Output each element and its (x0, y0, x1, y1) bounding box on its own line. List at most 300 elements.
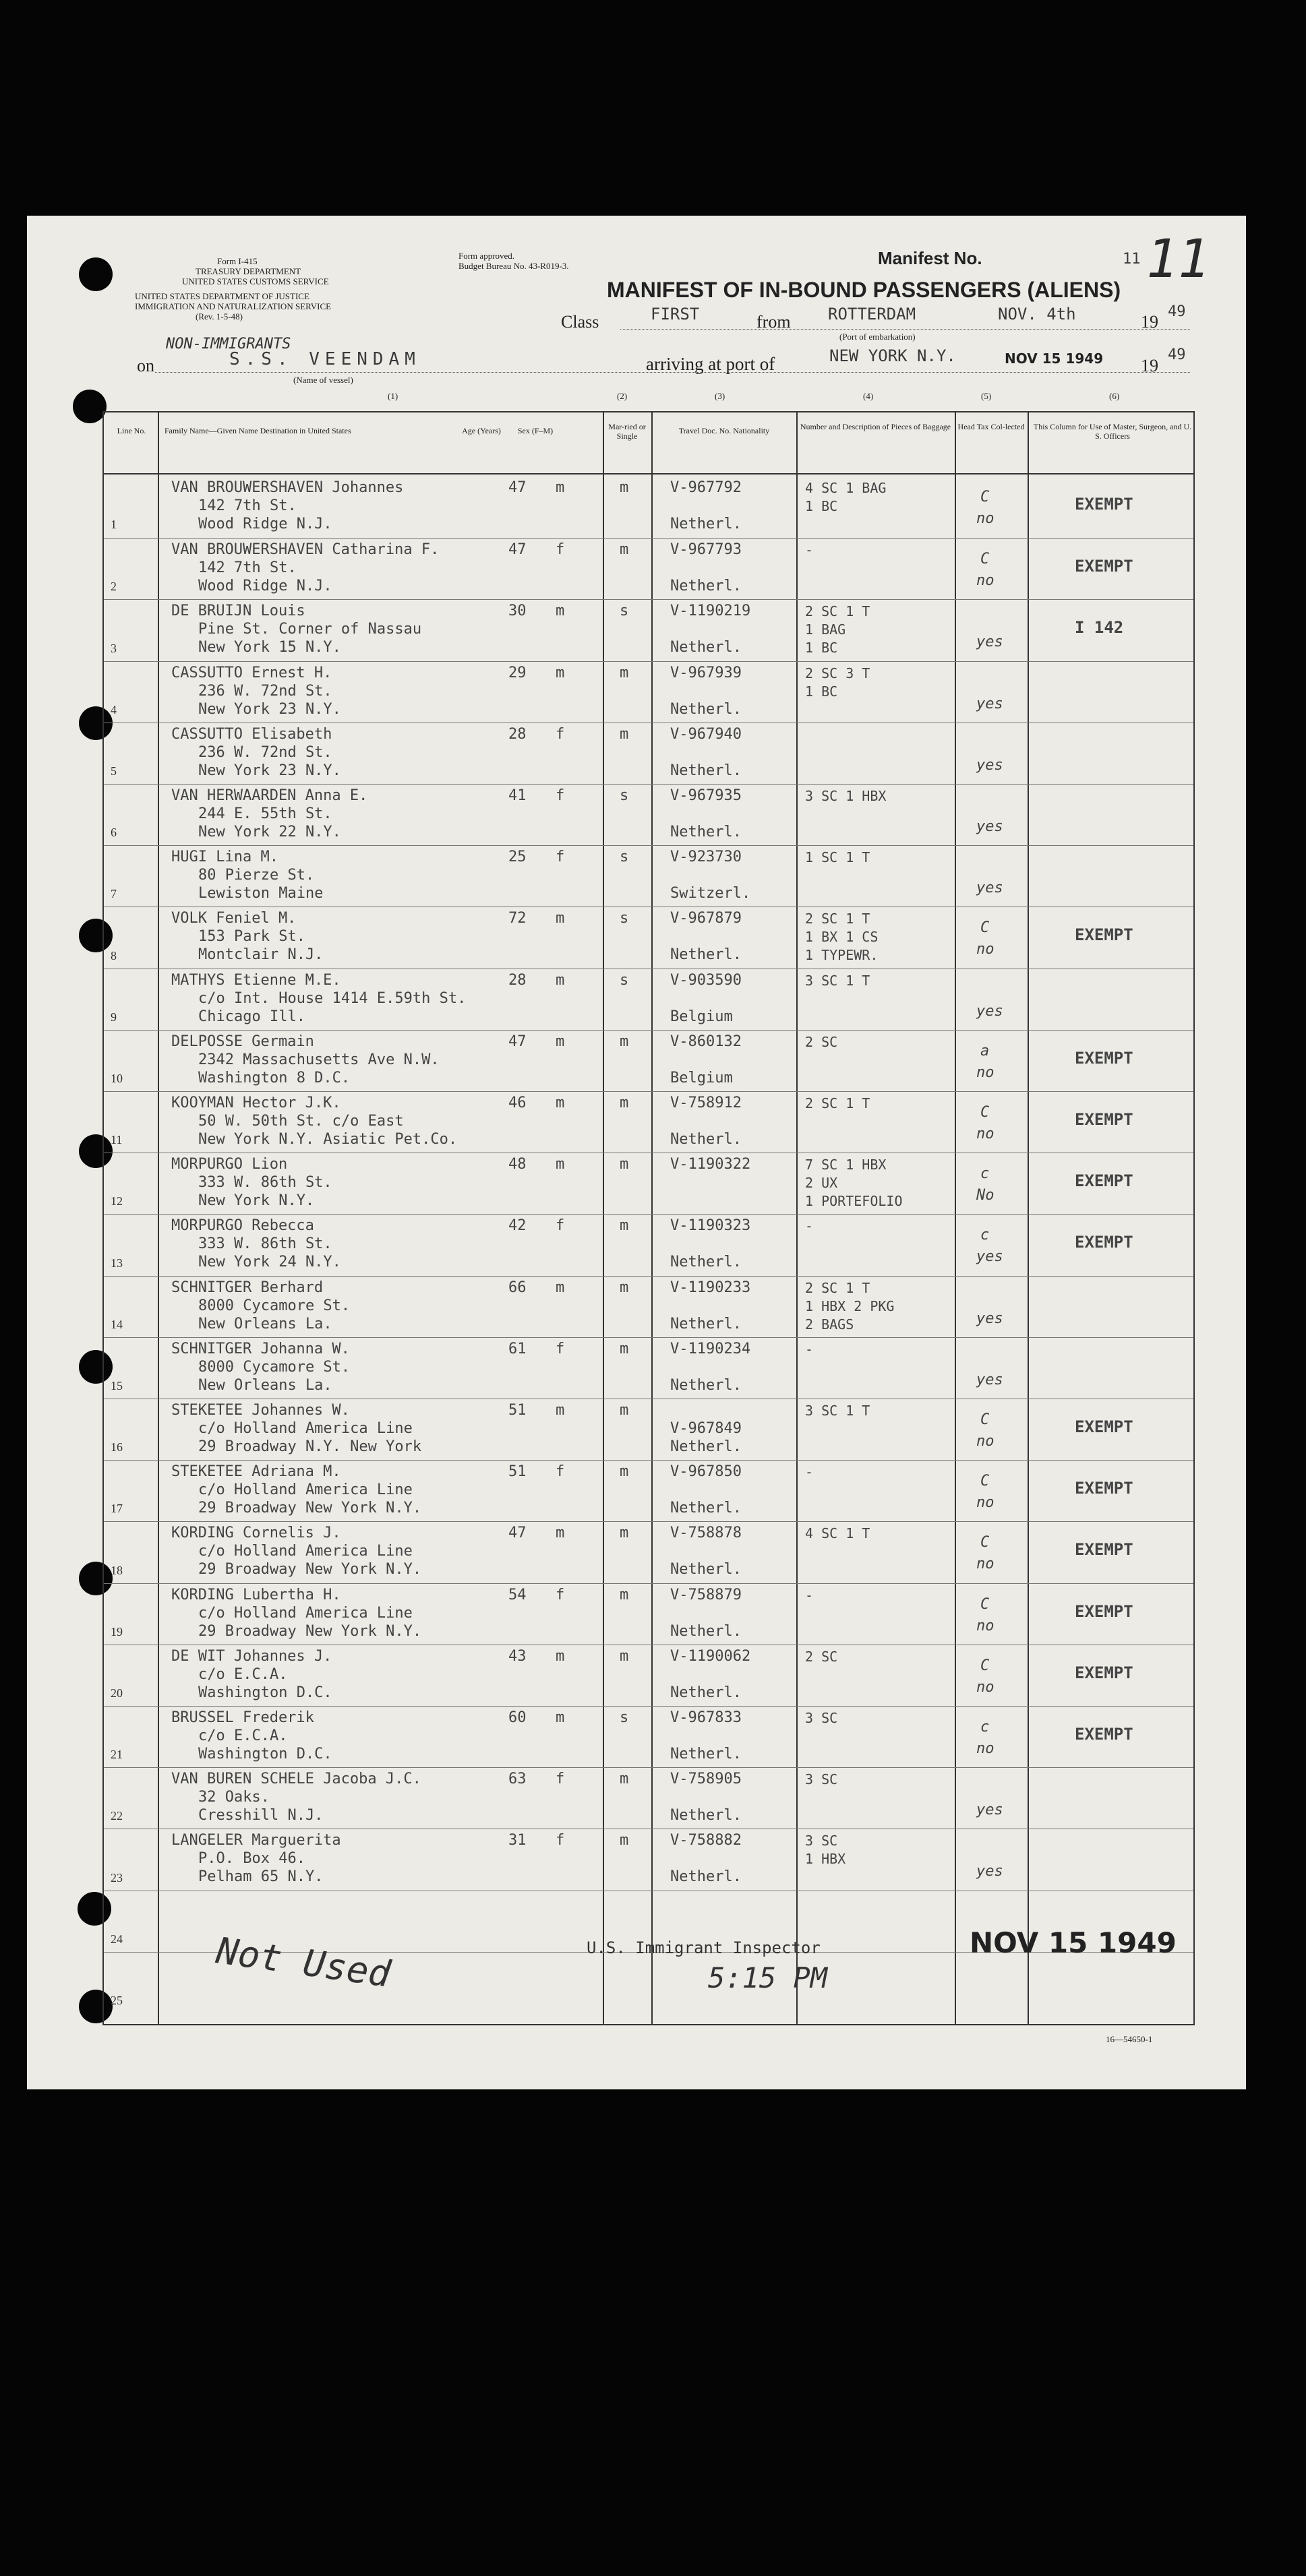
age: 43 (508, 1647, 527, 1665)
travel-doc: Netherl. (670, 946, 742, 964)
passenger-name: VOLK Feniel M. (171, 910, 297, 927)
travel-doc: Netherl. (670, 1438, 742, 1455)
baggage: 3 SC (805, 1833, 838, 1849)
marital-status: m (620, 1771, 629, 1788)
baggage: 1 SC 1 T (805, 849, 870, 866)
signature-time: 5:15 PM (708, 1961, 828, 1994)
year-label-2: 19 (1141, 356, 1158, 375)
line-number: 23 (111, 1870, 123, 1884)
travel-doc: V-967793 (670, 541, 742, 559)
passenger-name: KORDING Cornelis J. (171, 1525, 341, 1542)
officer-stamp: EXEMPT (1075, 1417, 1133, 1436)
age: 30 (508, 603, 527, 620)
head-tax: yes (976, 695, 1003, 712)
head-tax: C (980, 489, 990, 505)
line-number: 10 (111, 1071, 123, 1085)
head-tax: yes (976, 1802, 1003, 1819)
passenger-name: KORDING Lubertha H. (171, 1586, 341, 1603)
line-number: 17 (111, 1502, 123, 1516)
passenger-name: STEKETEE Adriana M. (171, 1463, 341, 1481)
destination-line: 333 W. 86th St. (198, 1235, 332, 1253)
head-tax: yes (976, 634, 1003, 651)
inspector-label: U.S. Immigrant Inspector (587, 1938, 821, 1957)
travel-doc: V-1190234 (670, 1340, 751, 1357)
travel-doc: V-967850 (670, 1463, 742, 1481)
officer-stamp: I 142 (1075, 618, 1124, 638)
destination-line: New Orleans La. (198, 1376, 332, 1394)
head-tax: no (976, 572, 995, 590)
line-number: 8 (111, 948, 117, 962)
marital-status: m (620, 1340, 629, 1357)
head-tax: yes (976, 1310, 1003, 1327)
travel-doc: Netherl. (670, 516, 742, 532)
passenger-name: VAN HERWAARDEN Anna E. (171, 787, 368, 804)
head-tax: yes (976, 1371, 1003, 1388)
age: 51 (508, 1402, 527, 1419)
sex: m (556, 1033, 565, 1050)
baggage: - (805, 1218, 814, 1235)
baggage: 4 SC 1 BAG (805, 480, 887, 496)
travel-doc: Netherl. (670, 1622, 742, 1640)
line-number: 1 (111, 518, 117, 532)
head-tax: no (976, 1494, 995, 1512)
age: 60 (508, 1709, 527, 1726)
destination-line: 244 E. 55th St. (198, 805, 332, 822)
passenger-name: DE WIT Johannes J. (171, 1647, 332, 1665)
table-row (104, 969, 1193, 1031)
travel-doc: V-1190233 (670, 1279, 751, 1296)
destination-line: 142 7th St. (198, 497, 297, 514)
age: 46 (508, 1095, 527, 1111)
col-num-4: (4) (863, 391, 874, 401)
class-underline (620, 329, 1190, 330)
officer-stamp: EXEMPT (1075, 1540, 1133, 1560)
head-tax: c (980, 1719, 990, 1736)
passenger-name: MORPURGO Lion (171, 1156, 288, 1173)
destination-line: c/o Int. House 1414 E.59th St. (198, 989, 467, 1007)
line-number: 15 (111, 1378, 123, 1392)
hdr-line-no: Line No. (117, 426, 146, 435)
age: 31 (508, 1832, 527, 1849)
destination-line: c/o Holland America Line (198, 1420, 413, 1437)
travel-doc: V-1190219 (670, 603, 751, 620)
non-immigrants: NON-IMMIGRANTS (166, 336, 291, 352)
travel-doc: V-758882 (670, 1832, 742, 1849)
age: 42 (508, 1217, 527, 1235)
hdr-travel-doc: Travel Doc. No. Nationality (678, 426, 770, 435)
destination-line: New York N.Y. Asiatic Pet.Co. (198, 1131, 458, 1148)
age: 29 (508, 664, 527, 681)
baggage: 2 SC 3 T (805, 665, 870, 681)
travel-doc: Netherl. (670, 762, 742, 779)
sex: f (556, 1463, 565, 1481)
baggage: 1 BC (805, 640, 838, 656)
passenger-name: VAN BUREN SCHELE Jacoba J.C. (171, 1771, 421, 1788)
baggage: 2 BAGS (805, 1316, 854, 1332)
head-tax: no (976, 510, 995, 527)
age: 72 (508, 910, 527, 927)
table-row (104, 1276, 1193, 1338)
baggage: 2 UX (805, 1175, 838, 1192)
table-row (104, 723, 1193, 785)
table-row (104, 1460, 1193, 1522)
age: 47 (508, 541, 527, 559)
passenger-name: KOOYMAN Hector J.K. (171, 1095, 341, 1111)
marital-status: s (620, 1709, 629, 1726)
travel-doc: Netherl. (670, 1807, 742, 1824)
travel-doc: V-967849 (670, 1420, 742, 1437)
age: 66 (508, 1279, 527, 1296)
line-number: 12 (111, 1194, 123, 1208)
officer-stamp: EXEMPT (1075, 1110, 1133, 1129)
destination-line: Pine St. Corner of Nassau (198, 621, 422, 638)
destination-line: c/o Holland America Line (198, 1481, 413, 1499)
doj: UNITED STATES DEPARTMENT OF JUSTICE (135, 291, 309, 301)
passenger-name: LANGELER Marguerita (171, 1832, 341, 1849)
line-number: 22 (111, 1809, 123, 1823)
footer-code: 16—54650-1 (1106, 2034, 1153, 2044)
head-tax: no (976, 1064, 995, 1081)
travel-doc: Belgium (670, 1069, 733, 1086)
travel-doc: V-1190062 (670, 1647, 751, 1665)
baggage: - (805, 1587, 814, 1603)
baggage: 4 SC 1 T (805, 1525, 870, 1542)
hdr-baggage: Number and Description of Pieces of Baggage (800, 422, 951, 431)
destination-line: New York 24 N.Y. (198, 1254, 341, 1271)
travel-doc: V-1190323 (670, 1217, 751, 1235)
head-tax: yes (976, 880, 1003, 897)
marital-status: m (620, 479, 629, 496)
head-tax: no (976, 941, 995, 958)
destination-line: c/o Holland America Line (198, 1604, 413, 1622)
baggage: 1 BC (805, 498, 838, 514)
line-number: 16 (111, 1440, 123, 1454)
baggage: 2 SC (805, 1033, 838, 1050)
officer-stamp: EXEMPT (1075, 1233, 1133, 1252)
destination-line: 80 Pierze St. (198, 867, 315, 884)
arriving-label: arriving at port of (646, 354, 775, 374)
head-tax: C (980, 1411, 990, 1428)
travel-doc: Netherl. (670, 1131, 742, 1148)
baggage: 2 SC 1 T (805, 1095, 870, 1111)
passenger-name: MATHYS Etienne M.E. (171, 971, 341, 989)
baggage: 3 SC 1 T (805, 1403, 870, 1419)
head-tax: no (976, 1126, 995, 1142)
passenger-name: HUGI Lina M. (171, 849, 278, 866)
age: 28 (508, 725, 527, 743)
age: 41 (508, 787, 527, 804)
line-number: 4 (111, 702, 117, 716)
sex: m (556, 1647, 565, 1665)
marital-status: m (620, 1463, 629, 1481)
officer-stamp: EXEMPT (1075, 925, 1133, 945)
sex: f (556, 1340, 565, 1357)
marital-status: s (620, 910, 629, 927)
travel-doc: Netherl. (670, 700, 742, 718)
travel-doc: V-967939 (670, 664, 742, 681)
passenger-name: DE BRUIJN Louis (171, 603, 305, 620)
marital-status: m (620, 1217, 629, 1235)
sex: f (556, 787, 565, 804)
baggage: 3 SC (805, 1771, 838, 1788)
destination-line: 32 Oaks. (198, 1789, 270, 1806)
destination-line: New York N.Y. (198, 1192, 315, 1210)
officer-stamp: EXEMPT (1075, 1663, 1133, 1682)
travel-doc: V-758912 (670, 1095, 742, 1111)
baggage: 3 SC (805, 1710, 838, 1726)
destination-line: New York 15 N.Y. (198, 639, 341, 656)
baggage: 7 SC 1 HBX (805, 1157, 887, 1173)
destination-line: New York 23 N.Y. (198, 700, 341, 718)
travel-doc: Netherl. (670, 1684, 742, 1701)
vessel-label: (Name of vessel) (293, 375, 353, 385)
head-tax: C (980, 1473, 990, 1490)
destination-line: Pelham 65 N.Y. (198, 1868, 324, 1886)
baggage: 3 SC 1 T (805, 972, 870, 989)
officer-stamp: EXEMPT (1075, 1725, 1133, 1744)
manifest-no: 11 (1123, 251, 1141, 268)
destination-line: P.O. Box 46. (198, 1850, 305, 1868)
travel-doc: Netherl. (670, 1746, 742, 1762)
manifest-table (102, 411, 1195, 2025)
table-row (104, 1153, 1193, 1215)
baggage: 2 SC (805, 1648, 838, 1665)
passenger-name: MORPURGO Rebecca (171, 1217, 314, 1235)
travel-doc: Netherl. (670, 824, 742, 840)
travel-doc: V-1190322 (670, 1156, 751, 1173)
line-number: 19 (111, 1624, 123, 1638)
date-from: NOV. 4th (998, 305, 1076, 324)
head-tax: c (980, 1227, 990, 1244)
destination-line: Chicago Ill. (198, 1008, 305, 1025)
age: 28 (508, 971, 527, 989)
table-row (104, 477, 1193, 538)
destination-line: 29 Broadway New York N.Y. (198, 1500, 422, 1517)
marital-status: s (620, 849, 629, 866)
form-approved: Form approved. (458, 251, 515, 261)
destination-line: Washington D.C. (198, 1746, 332, 1762)
travel-doc: Switzerl. (670, 885, 751, 902)
destination-line: 29 Broadway New York N.Y. (198, 1561, 422, 1578)
age: 48 (508, 1156, 527, 1173)
passenger-name: CASSUTTO Elisabeth (171, 725, 332, 743)
destination-line: 142 7th St. (198, 559, 297, 577)
table-row (104, 1399, 1193, 1461)
hdr-married: Mar-ried or Single (608, 422, 646, 441)
table-row (104, 1829, 1193, 1891)
head-tax: C (980, 551, 990, 568)
destination-line: c/o Holland America Line (198, 1543, 413, 1560)
line-number: 2 (111, 580, 117, 594)
table-row (104, 1767, 1193, 1829)
passenger-name: BRUSSEL Frederik (171, 1709, 314, 1726)
baggage: 1 TYPEWR. (805, 947, 879, 964)
from-label: from (756, 312, 791, 332)
officer-stamp: EXEMPT (1075, 495, 1133, 514)
form-id: Form I-415 (217, 256, 258, 266)
travel-doc: Netherl. (670, 1254, 742, 1271)
line-number: 18 (111, 1563, 123, 1577)
table-row (104, 1583, 1193, 1645)
table-row (104, 661, 1193, 723)
travel-doc: V-967935 (670, 787, 742, 804)
travel-doc: Netherl. (670, 1315, 742, 1332)
sex: m (556, 1156, 565, 1173)
table-row (104, 1214, 1193, 1276)
sex: m (556, 1525, 565, 1542)
marital-status: m (620, 1095, 629, 1111)
travel-doc: V-967833 (670, 1709, 742, 1726)
manifest-no-hand: 11 (1146, 229, 1210, 290)
hdr-officers: This Column for Use of Master, Surgeon, and U. S. Officers (1033, 422, 1192, 441)
passenger-name: CASSUTTO Ernest H. (171, 664, 332, 681)
baggage: 2 SC 1 T (805, 911, 870, 927)
travel-doc: Netherl. (670, 1561, 742, 1578)
sex: f (556, 725, 565, 743)
sex: m (556, 603, 565, 620)
destination-line: New York 23 N.Y. (198, 762, 341, 779)
age: 54 (508, 1586, 527, 1603)
passenger-name: SCHNITGER Johanna W. (171, 1340, 350, 1357)
head-tax: no (976, 1556, 995, 1573)
ins: IMMIGRATION AND NATURALIZATION SERVICE (135, 301, 332, 311)
head-tax: no (976, 1678, 995, 1696)
destination-line: c/o E.C.A. (198, 1665, 288, 1683)
travel-doc: V-967792 (670, 479, 742, 496)
head-tax: C (980, 1657, 990, 1674)
col-num-6: (6) (1109, 391, 1120, 401)
date-to: NOV 15 1949 (1005, 350, 1104, 367)
travel-doc: V-903590 (670, 971, 742, 989)
marital-status: m (620, 1586, 629, 1603)
destination-line: Wood Ridge N.J. (198, 578, 332, 595)
travel-doc: V-758905 (670, 1771, 742, 1788)
sex: f (556, 1832, 565, 1849)
year-to: 49 (1168, 346, 1186, 363)
table-row (104, 1030, 1193, 1092)
rev-date: (Rev. 1-5-48) (196, 311, 243, 321)
destination-line: 236 W. 72nd St. (198, 743, 332, 761)
not-used-note: Not Used (213, 1929, 394, 1996)
baggage: 1 HBX (805, 1851, 846, 1868)
destination-line: 153 Park St. (198, 928, 305, 946)
marital-status: s (620, 603, 629, 620)
head-tax: no (976, 1433, 995, 1450)
treasury-dept: TREASURY DEPARTMENT (196, 266, 301, 276)
marital-status: m (620, 541, 629, 559)
head-tax: yes (976, 1248, 1003, 1266)
baggage: 1 BC (805, 683, 838, 700)
baggage: 2 SC 1 T (805, 603, 870, 620)
age: 47 (508, 1525, 527, 1542)
travel-doc: Netherl. (670, 639, 742, 656)
punch-hole (73, 390, 107, 423)
destination-line: Cresshill N.J. (198, 1807, 324, 1824)
head-tax: C (980, 1595, 990, 1613)
marital-status: m (620, 1647, 629, 1665)
destination-line: 236 W. 72nd St. (198, 682, 332, 700)
marital-status: m (620, 1402, 629, 1419)
sex: m (556, 1709, 565, 1726)
passenger-name: VAN BROUWERSHAVEN Johannes (171, 479, 404, 496)
line-number: 11 (111, 1133, 123, 1147)
head-tax: C (980, 919, 990, 937)
head-tax: C (980, 1534, 990, 1552)
travel-doc: V-860132 (670, 1033, 742, 1050)
passenger-name: VAN BROUWERSHAVEN Catharina F. (171, 541, 440, 559)
destination-line: 2342 Massachusetts Ave N.W. (198, 1051, 440, 1068)
age: 47 (508, 1033, 527, 1050)
col-num-5: (5) (981, 391, 992, 401)
head-tax: no (976, 1617, 995, 1634)
sex: m (556, 1279, 565, 1296)
destination-line: Wood Ridge N.J. (198, 516, 332, 532)
officer-stamp: EXEMPT (1075, 557, 1133, 576)
line-number: 13 (111, 1256, 123, 1270)
sex: m (556, 910, 565, 927)
vessel-name: S.S. VEENDAM (229, 349, 421, 369)
head-tax: No (976, 1187, 995, 1204)
sex: f (556, 1586, 565, 1603)
destination-line: Lewiston Maine (198, 885, 324, 902)
sex: f (556, 541, 565, 559)
marital-status: m (620, 1279, 629, 1296)
sex: f (556, 1771, 565, 1788)
port-to: NEW YORK N.Y. (829, 346, 956, 365)
col-num-3: (3) (715, 391, 725, 401)
baggage: 1 BX 1 CS (805, 929, 879, 946)
officer-stamp: EXEMPT (1075, 1479, 1133, 1498)
travel-doc: V-923730 (670, 849, 742, 866)
table-row (104, 845, 1193, 907)
head-tax: c (980, 1165, 990, 1183)
sex: m (556, 479, 565, 496)
head-tax: yes (976, 1002, 1003, 1020)
header-divider (104, 473, 1193, 474)
manifest-no-label: Manifest No. (878, 248, 982, 268)
travel-doc: V-967940 (670, 725, 742, 743)
line-number: 5 (111, 764, 117, 778)
marital-status: m (620, 664, 629, 681)
line-number: 20 (111, 1686, 123, 1700)
table-row (104, 538, 1193, 600)
travel-doc: V-758879 (670, 1586, 742, 1603)
passenger-name: SCHNITGER Berhard (171, 1279, 324, 1296)
table-row (104, 1091, 1193, 1153)
table-row (104, 784, 1193, 846)
age: 25 (508, 849, 527, 866)
travel-doc: V-758878 (670, 1525, 742, 1542)
manifest-title: MANIFEST OF IN-BOUND PASSENGERS (ALIENS) (607, 278, 1121, 302)
sex: f (556, 1217, 565, 1235)
head-tax: yes (976, 756, 1003, 774)
baggage: 2 SC 1 T (805, 1279, 870, 1296)
marital-status: m (620, 725, 629, 743)
hdr-sex: Sex (F–M) (517, 426, 554, 435)
marital-status: m (620, 1156, 629, 1173)
age: 47 (508, 479, 527, 496)
class-value: FIRST (651, 305, 700, 324)
line-number: 7 (111, 887, 117, 901)
table-row (104, 907, 1193, 969)
age: 61 (508, 1340, 527, 1357)
marital-status: s (620, 787, 629, 804)
head-tax: a (980, 1042, 990, 1060)
table-row (104, 1706, 1193, 1768)
head-tax: yes (976, 818, 1003, 835)
col-num-2: (2) (617, 391, 628, 401)
head-tax: C (980, 1104, 990, 1121)
